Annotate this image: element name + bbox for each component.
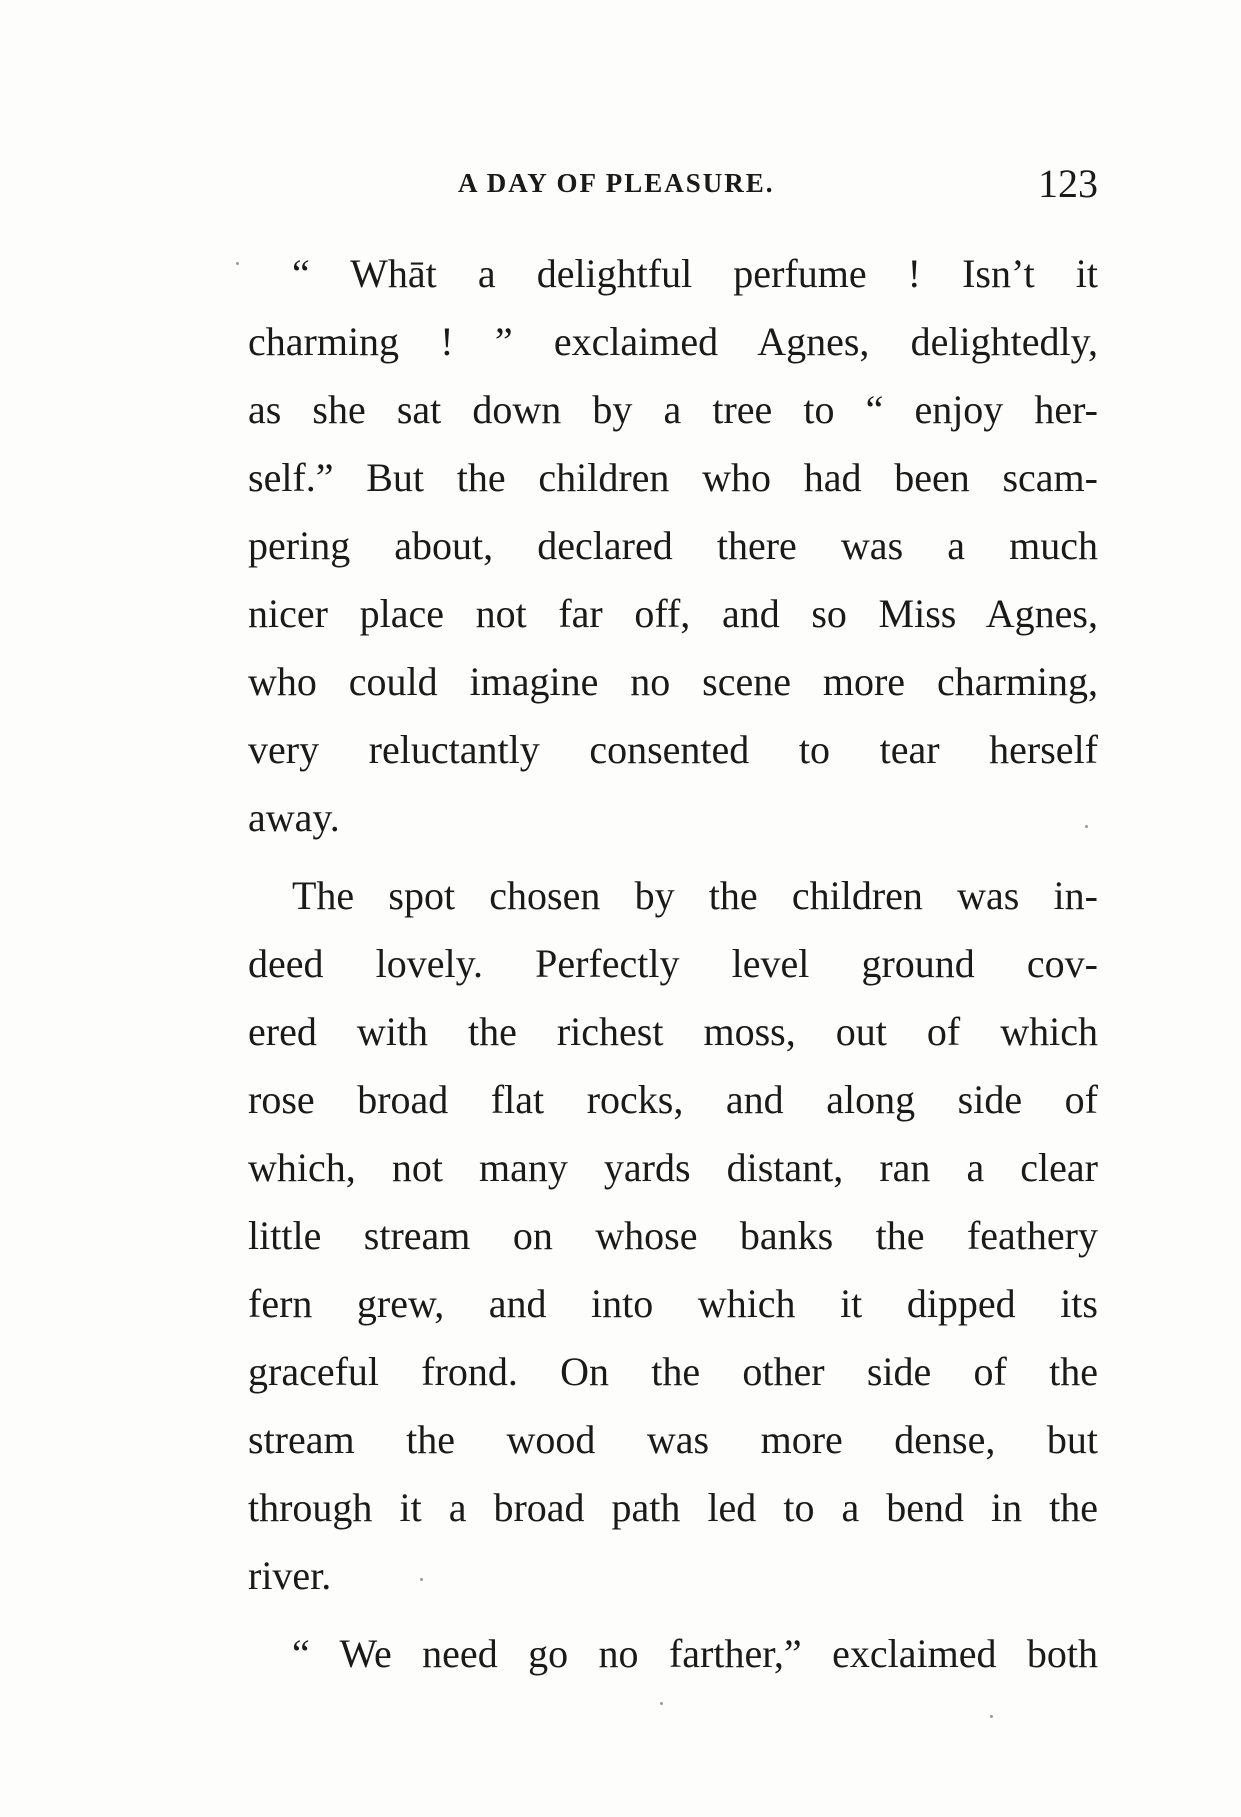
paragraph-2 — [248, 862, 1098, 1610]
print-speck — [660, 1702, 663, 1705]
text-line: pering about, declared there was a much — [248, 523, 1098, 568]
print-speck — [420, 1578, 423, 1581]
text-line: rose broad flat rocks, and along side of — [248, 1077, 1098, 1122]
paragraph-3 — [248, 1620, 1098, 1688]
text-line: who could imagine no scene more charming, — [248, 659, 1098, 704]
text-line: fern grew, and into which it dipped its — [248, 1281, 1098, 1326]
running-header — [248, 160, 1098, 220]
text-line: away. — [248, 795, 340, 840]
text-line: ered with the richest moss, out of which — [248, 1009, 1098, 1054]
text-line: “ We need go no farther,” exclaimed both — [292, 1631, 1098, 1676]
text-line: stream the wood was more dense, but — [248, 1417, 1098, 1462]
text-line: little stream on whose banks the feathery — [248, 1213, 1098, 1258]
body-text — [248, 240, 1098, 1698]
text-line: as she sat down by a tree to “ enjoy her- — [248, 387, 1098, 432]
text-line: The spot chosen by the children was in- — [292, 873, 1098, 918]
text-line: charming ! ” exclaimed Agnes, delightedly, — [248, 319, 1098, 364]
text-line: self.” But the children who had been scam- — [248, 455, 1098, 500]
print-speck — [1085, 825, 1088, 828]
text-line: through it a broad path led to a bend in the — [248, 1485, 1098, 1530]
print-speck — [236, 262, 239, 265]
text-line: which, not many yards distant, ran a clear — [248, 1145, 1098, 1190]
text-line: deed lovely. Perfectly level ground cov- — [248, 941, 1098, 986]
text-line: graceful frond. On the other side of the — [248, 1349, 1098, 1394]
running-title: A DAY OF PLEASURE. — [458, 168, 775, 198]
text-line: nicer place not far off, and so Miss Agnes, — [248, 591, 1098, 636]
print-speck — [990, 1715, 993, 1718]
text-line: very reluctantly consented to tear herself — [248, 727, 1098, 772]
text-line: “ Whāt a delightful perfume ! Isn’t it — [292, 251, 1098, 296]
paragraph-1 — [248, 240, 1098, 852]
page-number: 123 — [1038, 161, 1098, 206]
text-line: river. — [248, 1553, 332, 1598]
